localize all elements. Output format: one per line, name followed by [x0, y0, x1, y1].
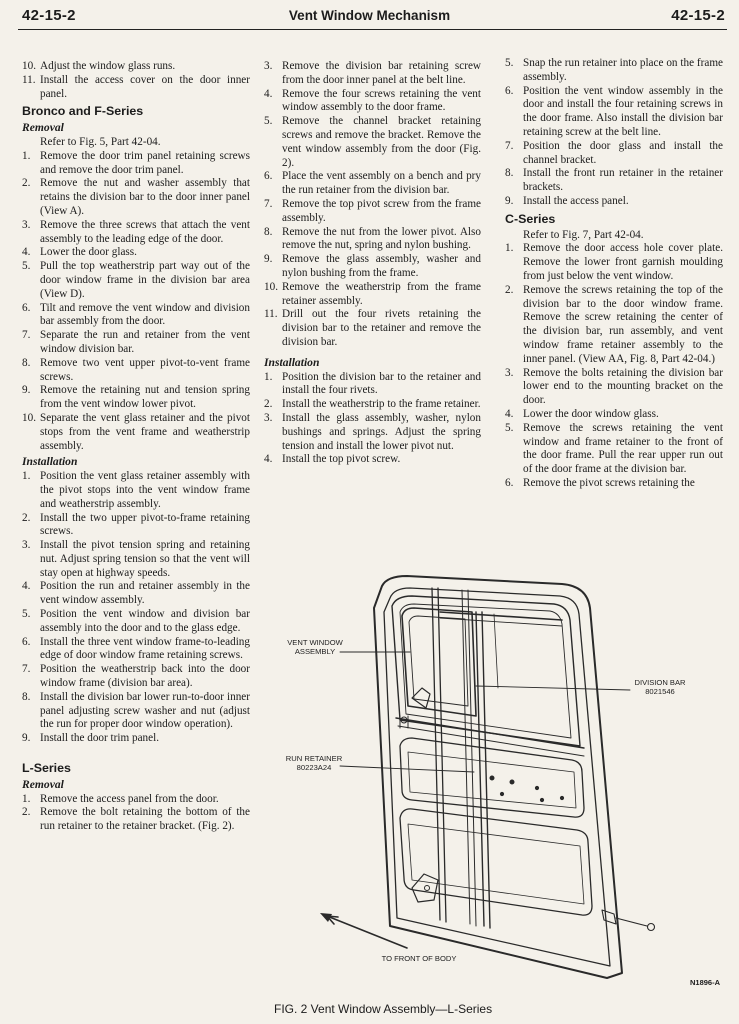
bronco-installation-steps: [22, 470, 250, 746]
step-number: 9.: [264, 253, 273, 266]
step-number: 1.: [22, 792, 31, 805]
list-item: [264, 198, 481, 226]
list-item: [505, 140, 723, 168]
list-item: [505, 367, 723, 408]
label-to-front-of-body: TO FRONT OF BODY: [381, 954, 457, 963]
step-number: 3.: [264, 60, 273, 72]
section-heading-cseries: C-Series: [505, 211, 556, 226]
list-item: [22, 636, 250, 664]
figure-code: N1896-A: [690, 978, 721, 987]
step-number: 5.: [264, 115, 273, 128]
step-text: Position the door glass and install the channel bracket.: [523, 139, 723, 166]
page-number-right: 42-15-2: [671, 7, 725, 24]
step-text: Remove the screws retaining the top of the division bar to the door window frame. Remove the screw retaining the center of the division bar, run assembly, and vent window frame retainer assembly to the inner panel. (View AA, Fig. 8, Part 42-04.): [523, 283, 723, 365]
list-item: [22, 74, 250, 102]
list-item: [22, 512, 250, 540]
subheading-removal-lseries: Removal: [22, 777, 64, 791]
step-text: Position the division bar to the retainer and install the four rivets.: [282, 370, 481, 397]
step-number: 10.: [264, 280, 278, 293]
step-text: Tilt and remove the vent window and division bar assembly from the door.: [40, 301, 250, 328]
list-item: [22, 793, 250, 807]
step-number: 1.: [22, 149, 31, 162]
list-item: [22, 384, 250, 412]
step-text: Snap the run retainer into place on the frame assembly.: [523, 57, 723, 83]
step-text: Separate the vent glass retainer and the pivot stops from the vent frame and weatherstrip assembly.: [40, 411, 250, 452]
list-item: [22, 470, 250, 511]
step-number: 4.: [264, 453, 273, 466]
step-number: 2.: [505, 283, 514, 296]
list-item: [22, 329, 250, 357]
step-text: Pull the top weatherstrip part way out of the door window frame in the division bar area (View D).: [40, 260, 250, 300]
step-text: Remove the pivot screws retaining the: [523, 476, 695, 489]
list-item: [505, 408, 723, 422]
step-text: Remove the channel bracket retaining screws and remove the bracket. Remove the vent window assembly from the door (Fig. 2).: [282, 115, 481, 169]
list-item: [264, 115, 481, 170]
list-item: [22, 60, 250, 74]
step-text: Remove the retaining nut and tension spring from the vent window lower pivot.: [40, 384, 250, 411]
leader-division-bar: [476, 686, 630, 690]
step-number: 6.: [505, 476, 514, 489]
door-diagram: [262, 568, 739, 998]
step-text: Separate the run and retainer from the vent window division bar.: [40, 329, 250, 355]
step-text: Lower the door glass.: [40, 246, 137, 259]
step-number: 5.: [505, 421, 514, 434]
list-item: [505, 242, 723, 283]
reference-note: Refer to Fig. 5, Part 42-04.: [40, 135, 161, 148]
lseries-installation-steps-cont: [505, 57, 723, 209]
cseries-steps: [505, 242, 723, 490]
intro-steps: [22, 60, 250, 101]
list-item: [22, 357, 250, 385]
list-item: [505, 284, 723, 367]
step-number: 5.: [505, 57, 514, 69]
step-text: Remove the door access hole cover plate. Remove the lower front garnish moulding from just below the vent window.: [523, 242, 723, 282]
label-run-retainer: RUN RETAINER 80223A24: [285, 754, 343, 772]
step-text: Position the vent window assembly in the door and install the four retaining screws in the door frame. Also install the division bar retaining screw at the belt line.: [523, 84, 723, 138]
step-number: 1.: [264, 370, 273, 383]
list-item: [505, 477, 723, 491]
door-inner-frame: [384, 588, 610, 966]
step-number: 7.: [264, 197, 273, 210]
step-number: 9.: [22, 732, 31, 745]
step-number: 2.: [22, 806, 31, 819]
step-text: Install the access panel.: [523, 194, 629, 207]
step-text: Position the vent glass retainer assembly with the pivot stops into the vent window frame and weatherstrip assembly.: [40, 470, 250, 510]
bronco-removal-steps: [22, 150, 250, 454]
step-number: 6.: [505, 84, 514, 97]
step-number: 7.: [505, 139, 514, 152]
mounting-screw: [616, 918, 647, 926]
figure-vent-window-assembly: [262, 568, 739, 998]
list-item: [505, 57, 723, 85]
step-text: Remove the nut from the lower pivot. Also remove the nut, spring and nylon bushing.: [282, 225, 481, 252]
step-number: 4.: [22, 580, 31, 593]
step-text: Remove the nut and washer assembly that retains the division bar to the door inner panel (View A).: [40, 177, 250, 217]
step-text: Install the two upper pivot-to-frame retaining screws.: [40, 511, 250, 538]
header-rule: [18, 29, 727, 30]
step-text: Remove two vent upper pivot-to-vent frame screws.: [40, 356, 250, 383]
list-item: [505, 422, 723, 477]
step-text: Remove the access panel from the door.: [40, 792, 219, 805]
step-number: 2.: [264, 398, 273, 411]
list-item: [22, 806, 250, 834]
subheading-installation-lseries: Installation: [264, 355, 320, 369]
column-2: [264, 60, 481, 467]
lseries-removal-steps: [22, 793, 250, 834]
step-text: Install the division bar lower run-to-door inner panel adjusting screw washer and nut (adjust the run for proper door window operation).: [40, 690, 250, 731]
page-number-left: 42-15-2: [22, 7, 76, 24]
step-number: 3.: [22, 539, 31, 552]
list-item: [22, 732, 250, 746]
step-text: Install the top pivot screw.: [282, 453, 401, 466]
step-text: Remove the door trim panel retaining screws and remove the door trim panel.: [40, 149, 250, 176]
step-text: Install the weatherstrip to the frame retainer.: [282, 398, 481, 411]
inner-panel-cutout-lower: [400, 809, 592, 915]
step-number: 6.: [22, 635, 31, 648]
step-number: 7.: [22, 663, 31, 676]
step-number: 3.: [22, 218, 31, 231]
step-number: 11.: [264, 308, 278, 321]
list-item: [22, 177, 250, 218]
step-text: Remove the screws retaining the vent window and frame retainer to the front of the door frame. Pull the rear upper run out of the door frame at the division bar.: [523, 421, 723, 476]
step-number: 11.: [22, 73, 36, 86]
step-number: 4.: [264, 87, 273, 100]
list-item: [505, 85, 723, 140]
step-number: 9.: [22, 384, 31, 397]
column-3: [505, 57, 723, 491]
page-title: Vent Window Mechanism: [288, 8, 451, 23]
step-text: Remove the weatherstrip from the frame retainer assembly.: [282, 280, 481, 307]
list-item: [264, 170, 481, 198]
list-item: [264, 226, 481, 254]
list-item: [22, 539, 250, 580]
step-text: Remove the three screws that attach the vent assembly to the leading edge of the door.: [40, 218, 250, 245]
step-number: 9.: [505, 194, 514, 207]
step-text: Install the front run retainer in the retainer brackets.: [523, 167, 723, 194]
list-item: [22, 302, 250, 330]
label-vent-window-assembly: VENT WINDOW ASSEMBLY: [287, 638, 343, 656]
list-item: [22, 260, 250, 301]
subheading-removal: Removal: [22, 121, 64, 135]
step-number: 4.: [22, 246, 31, 259]
step-text: Install the access cover on the door inner panel.: [40, 73, 250, 100]
step-number: 2.: [22, 511, 31, 524]
list-item: [22, 580, 250, 608]
step-text: Remove the bolt retaining the bottom of the run retainer to the retainer bracket. (Fig. 2).: [40, 806, 250, 833]
list-item: [22, 663, 250, 691]
list-item: [22, 608, 250, 636]
lseries-removal-steps-cont: [264, 60, 481, 350]
step-text: Remove the glass assembly, washer and nylon bushing from the frame.: [282, 253, 481, 279]
list-item: [264, 412, 481, 453]
step-number: 5.: [22, 260, 31, 273]
step-number: 6.: [264, 170, 273, 183]
step-text: Adjust the window glass runs.: [40, 60, 176, 72]
step-number: 10.: [22, 60, 36, 72]
step-text: Remove the bolts retaining the division bar lower end to the mounting bracket on the door.: [523, 366, 723, 407]
figure-caption: FIG. 2 Vent Window Assembly—L-Series: [274, 1002, 493, 1016]
reference-note-cseries: Refer to Fig. 7, Part 42-04.: [523, 228, 644, 241]
step-text: Drill out the four rivets retaining the division bar to the retainer and remove the division bar.: [282, 308, 481, 348]
list-item: [264, 308, 481, 349]
list-item: [264, 453, 481, 467]
step-text: Remove the division bar retaining screw from the door inner panel at the belt line.: [282, 60, 481, 86]
list-item: [264, 281, 481, 309]
list-item: [264, 88, 481, 116]
list-item: [264, 253, 481, 281]
step-text: Install the glass assembly, washer, nylon bushings and springs. Adjust the spring tension and install the lower pivot nut.: [282, 411, 481, 452]
step-number: 8.: [22, 690, 31, 703]
window-opening: [392, 596, 580, 746]
step-number: 8.: [505, 167, 514, 180]
step-number: 1.: [505, 242, 514, 255]
step-number: 5.: [22, 608, 31, 621]
list-item: [505, 167, 723, 195]
step-number: 3.: [505, 366, 514, 379]
step-text: Remove the top pivot screw from the frame assembly.: [282, 197, 481, 224]
lseries-installation-steps: [264, 371, 481, 468]
step-number: 10.: [22, 411, 36, 424]
step-number: 6.: [22, 301, 31, 314]
list-item: [505, 195, 723, 209]
step-text: Install the pivot tension spring and retaining nut. Adjust spring tension so that the vent will stay open at highway speeds.: [40, 539, 250, 579]
step-number: 7.: [22, 329, 31, 342]
section-heading-bronco: Bronco and F-Series: [22, 104, 144, 119]
door-outer-frame: [374, 576, 622, 978]
step-number: 8.: [22, 356, 31, 369]
step-text: Position the run and retainer assembly in the vent window assembly.: [40, 580, 250, 607]
step-text: Position the vent window and division bar assembly into the door and to the glass edge.: [40, 608, 250, 634]
list-item: [264, 398, 481, 412]
step-number: 1.: [22, 470, 31, 483]
section-heading-lseries: L-Series: [22, 761, 71, 776]
step-number: 4.: [505, 407, 514, 420]
column-1: [22, 60, 250, 834]
list-item: [22, 150, 250, 178]
step-text: Place the vent assembly on a bench and pry the run retainer from the division bar.: [282, 170, 481, 197]
list-item: [264, 60, 481, 88]
step-number: 2.: [22, 177, 31, 190]
step-text: Install the door trim panel.: [40, 732, 159, 745]
arrow-to-front-of-body: [327, 916, 407, 948]
list-item: [22, 691, 250, 732]
subheading-installation: Installation: [22, 455, 78, 469]
step-text: Remove the four screws retaining the vent window assembly to the door frame.: [282, 87, 481, 114]
label-division-bar: DIVISION BAR 8021546: [634, 678, 686, 696]
list-item: [22, 219, 250, 247]
step-text: Install the three vent window frame-to-leading edge of door window frame retaining screws.: [40, 635, 250, 662]
page-header: [0, 0, 739, 34]
step-number: 8.: [264, 225, 273, 238]
step-text: Lower the door window glass.: [523, 407, 659, 420]
step-text: Position the weatherstrip back into the door window frame (division bar area).: [40, 663, 250, 690]
leader-run-retainer: [340, 766, 474, 772]
list-item: [22, 246, 250, 260]
list-item: [22, 412, 250, 453]
step-number: 3.: [264, 411, 273, 424]
list-item: [264, 371, 481, 399]
